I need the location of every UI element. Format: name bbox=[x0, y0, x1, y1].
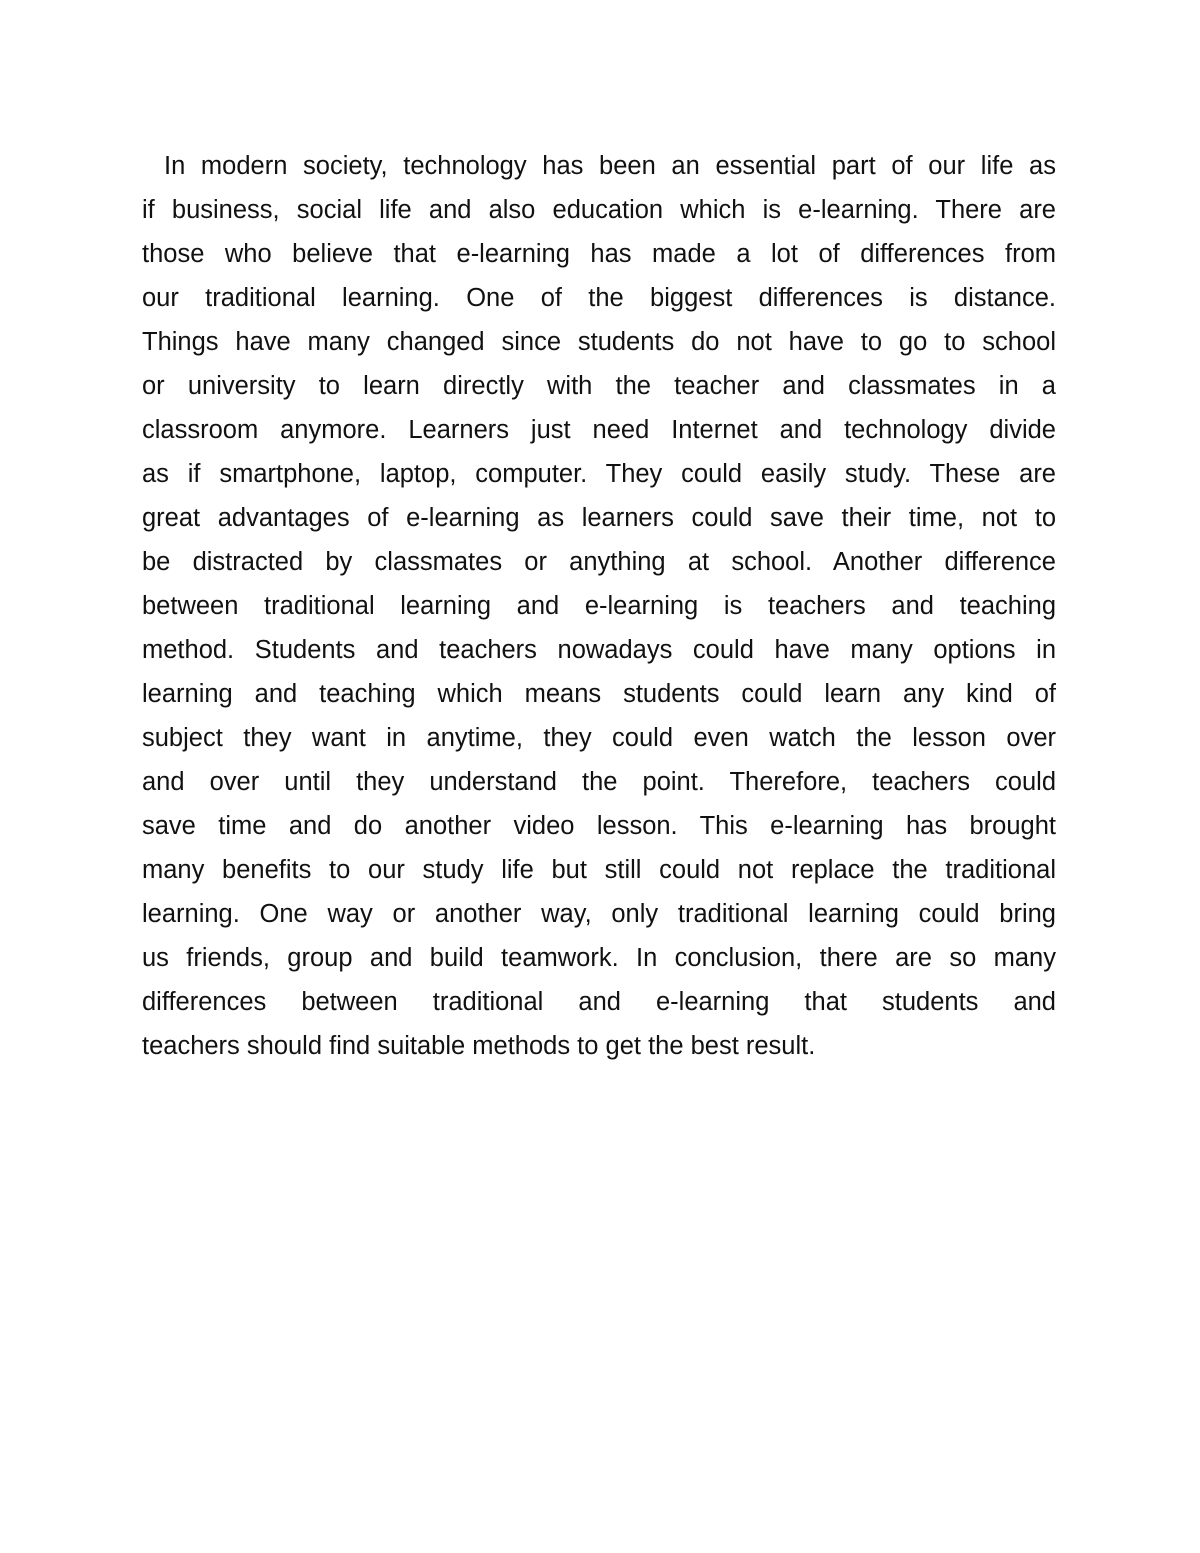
paragraph-line: those who believe that e-learning has made a lot of differences from bbox=[142, 240, 1056, 268]
essay-paragraph bbox=[142, 144, 1056, 1068]
paragraph-line: and over until they understand the point. Therefore, teachers could bbox=[142, 768, 1056, 796]
paragraph-line: learning. One way or another way, only traditional learning could bring bbox=[142, 900, 1056, 928]
paragraph-line: be distracted by classmates or anything at school. Another difference bbox=[142, 548, 1056, 576]
paragraph-line: or university to learn directly with the teacher and classmates in a bbox=[142, 372, 1056, 400]
paragraph-line: subject they want in anytime, they could even watch the lesson over bbox=[142, 724, 1056, 752]
paragraph-line: Things have many changed since students do not have to go to school bbox=[142, 328, 1056, 356]
paragraph-line: great advantages of e-learning as learners could save their time, not to bbox=[142, 504, 1056, 532]
paragraph-line: between traditional learning and e-learning is teachers and teaching bbox=[142, 592, 1056, 620]
paragraph-line: many benefits to our study life but still could not replace the traditional bbox=[142, 856, 1056, 884]
paragraph-line: teachers should find suitable methods to get the best result. bbox=[142, 1032, 816, 1060]
paragraph-line: us friends, group and build teamwork. In conclusion, there are so many bbox=[142, 944, 1056, 972]
paragraph-line: differences between traditional and e-learning that students and bbox=[142, 988, 1056, 1016]
paragraph-line: In modern society, technology has been an essential part of our life as bbox=[164, 152, 1056, 180]
paragraph-line: method. Students and teachers nowadays could have many options in bbox=[142, 636, 1056, 664]
paragraph-line: our traditional learning. One of the biggest differences is distance. bbox=[142, 284, 1056, 312]
paragraph-line: save time and do another video lesson. This e-learning has brought bbox=[142, 812, 1056, 840]
paragraph-line: classroom anymore. Learners just need Internet and technology divide bbox=[142, 416, 1056, 444]
paragraph-line: as if smartphone, laptop, computer. They could easily study. These are bbox=[142, 460, 1056, 488]
paragraph-line: if business, social life and also education which is e-learning. There are bbox=[142, 196, 1056, 224]
paragraph-line: learning and teaching which means students could learn any kind of bbox=[142, 680, 1056, 708]
